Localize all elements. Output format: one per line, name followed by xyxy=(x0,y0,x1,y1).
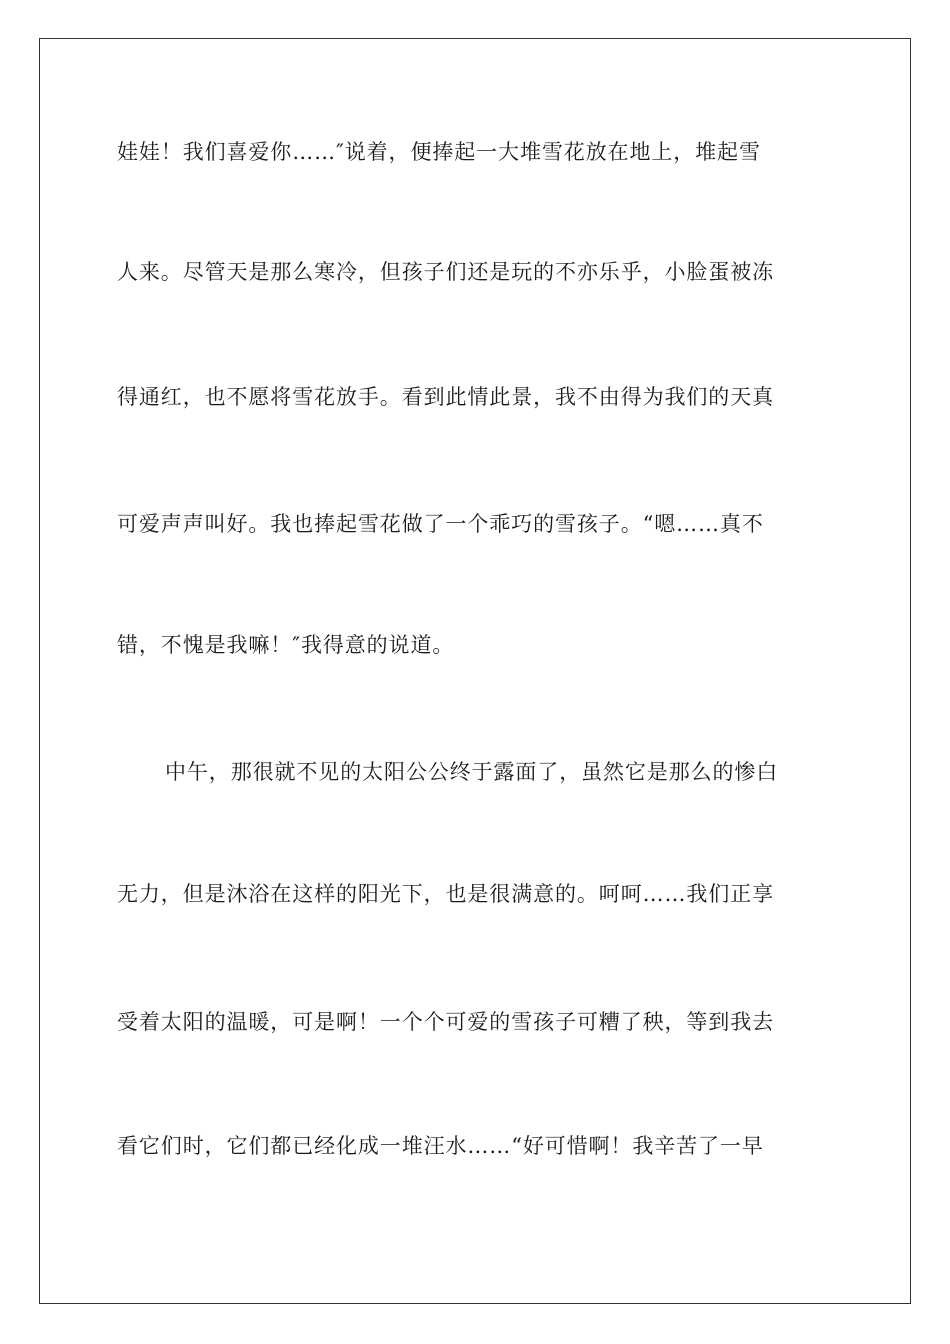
page-border xyxy=(39,38,911,1304)
text-line-9: 看它们时，它们都已经化成一堆汪水……“好可惜啊！我辛苦了一早 xyxy=(117,1134,764,1158)
text-line-6-paragraph-start: 中午，那很就不见的太阳公公终于露面了，虽然它是那么的惨白 xyxy=(165,760,779,784)
text-line-1: 娃娃！我们喜爱你……″说着，便捧起一大堆雪花放在地上，堆起雪 xyxy=(117,140,761,164)
text-line-4: 可爱声声叫好。我也捧起雪花做了一个乖巧的雪孩子。“嗯……真不 xyxy=(117,512,764,536)
text-line-3: 得通红，也不愿将雪花放手。看到此情此景，我不由得为我们的天真 xyxy=(117,385,774,409)
text-line-2: 人来。尽管天是那么寒冷，但孩子们还是玩的不亦乐乎，小脸蛋被冻 xyxy=(117,260,774,284)
text-line-7: 无力，但是沐浴在这样的阳光下，也是很满意的。呵呵……我们正享 xyxy=(117,882,774,906)
text-line-8: 受着太阳的温暖，可是啊！一个个可爱的雪孩子可糟了秧，等到我去 xyxy=(117,1010,774,1034)
text-line-5: 错，不愧是我嘛！″我得意的说道。 xyxy=(117,633,455,657)
